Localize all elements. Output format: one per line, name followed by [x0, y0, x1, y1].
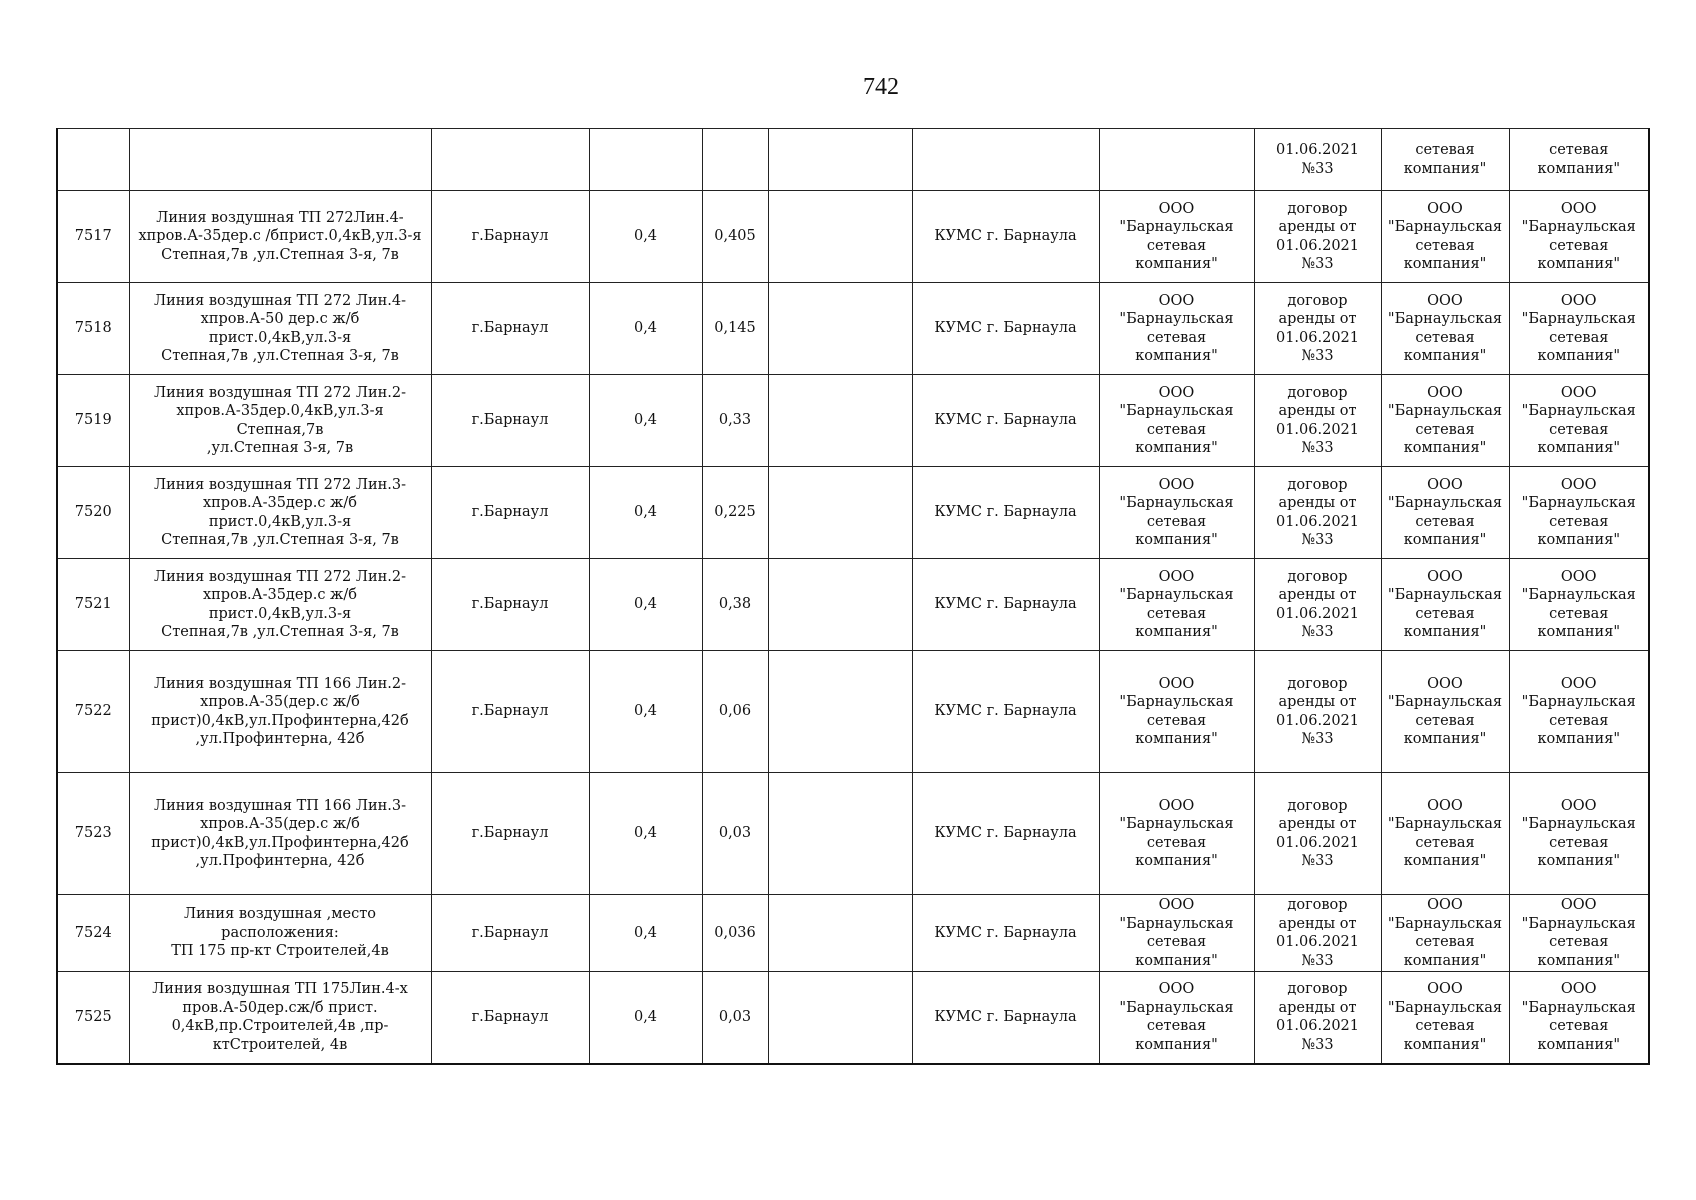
cell-owner: КУМС г. Барнаула	[912, 972, 1099, 1064]
user1-line: "Барнаульская	[1387, 816, 1503, 832]
user2-line: компания"	[1537, 348, 1621, 364]
name-line: Линия воздушная ТП 272 Лин.3-	[153, 476, 407, 493]
table-row	[57, 559, 1649, 651]
cell-id: 7518	[57, 283, 129, 375]
name-line: хпров.А-50 дер.с ж/б прист.0,4кВ,ул.3-я	[200, 311, 360, 346]
user1-line: сетевая	[1415, 1018, 1475, 1035]
name-line: ,ул.Профинтерна, 42б	[195, 731, 365, 747]
property-registry-table	[56, 128, 1650, 1065]
user1-line: компания"	[1403, 532, 1487, 548]
basis-line: №33	[1301, 348, 1334, 364]
cell-length: 0,03	[702, 972, 768, 1064]
cell-name	[129, 129, 431, 191]
basis-line: аренды от	[1278, 587, 1357, 603]
cell-length: 0,38	[702, 559, 768, 651]
cell-user1	[1381, 895, 1509, 972]
basis-line: 01.06.2021	[1275, 237, 1360, 254]
user2-line: "Барнаульская	[1521, 915, 1636, 932]
basis-line: аренды от	[1278, 999, 1357, 1016]
user2-line: компания"	[1537, 160, 1621, 177]
cell-length: 0,03	[702, 773, 768, 895]
cell-extra	[768, 773, 912, 895]
user1-line: ООО	[1427, 200, 1463, 217]
holder-line: ООО	[1158, 568, 1195, 585]
cell-user2	[1509, 129, 1649, 191]
cell-basis	[1254, 559, 1381, 651]
basis-line: договор	[1287, 981, 1348, 998]
cell-id: 7523	[57, 773, 129, 895]
cell-user1	[1381, 283, 1509, 375]
user1-line: сетевая	[1415, 513, 1475, 530]
user1-line: ООО	[1427, 384, 1463, 401]
holder-line: "Барнаульская	[1119, 311, 1234, 327]
cell-extra	[768, 467, 912, 559]
cell-holder	[1099, 191, 1254, 283]
user1-line: ООО	[1427, 981, 1463, 998]
user2-line: ООО	[1560, 981, 1597, 998]
holder-line: сетевая компания"	[1135, 513, 1218, 548]
cell-id: 7525	[57, 972, 129, 1064]
basis-line: аренды от	[1278, 403, 1357, 419]
cell-length: 0,405	[702, 191, 768, 283]
user1-line: компания"	[1403, 853, 1487, 869]
user1-line: компания"	[1403, 1036, 1487, 1053]
cell-user2	[1509, 191, 1649, 283]
user1-line: сетевая	[1415, 142, 1475, 158]
basis-line: аренды от	[1278, 311, 1357, 327]
basis-line: аренды от	[1278, 495, 1357, 511]
cell-length: 0,145	[702, 283, 768, 375]
holder-line: ООО	[1158, 476, 1195, 493]
user2-line: компания"	[1537, 256, 1621, 272]
cell-voltage: 0,4	[589, 191, 702, 283]
basis-line: 01.06.2021	[1275, 513, 1360, 530]
cell-length: 0,33	[702, 375, 768, 467]
basis-line: №33	[1301, 952, 1334, 969]
user2-line: сетевая	[1549, 142, 1609, 158]
holder-line: сетевая компания"	[1135, 1018, 1218, 1053]
cell-name	[129, 895, 431, 972]
user1-line: "Барнаульская	[1387, 403, 1503, 419]
cell-voltage	[589, 129, 702, 191]
basis-line: договор	[1287, 675, 1348, 692]
user2-line: ООО	[1560, 200, 1597, 217]
holder-line: сетевая компания"	[1135, 329, 1218, 364]
cell-user2	[1509, 467, 1649, 559]
basis-line: №33	[1301, 1036, 1334, 1053]
cell-user2	[1509, 895, 1649, 972]
user2-line: компания"	[1537, 731, 1621, 747]
user1-line: ООО	[1427, 675, 1463, 692]
basis-line: №33	[1301, 256, 1334, 272]
name-line: ,ул.Степная 3-я, 7в	[206, 440, 354, 456]
name-line: хпров.А-35(дер.с ж/б	[200, 816, 360, 832]
cell-extra	[768, 972, 912, 1064]
user1-line: сетевая	[1415, 329, 1475, 346]
user1-line: ООО	[1427, 568, 1463, 585]
holder-line: сетевая компания"	[1135, 605, 1218, 640]
user1-line: сетевая	[1415, 834, 1475, 851]
cell-city	[431, 129, 589, 191]
name-line: Линия воздушная ТП 272Лин.4-	[156, 209, 404, 226]
user1-line: "Барнаульская	[1387, 915, 1503, 932]
basis-line: договор	[1287, 292, 1348, 309]
user1-line: сетевая	[1415, 421, 1475, 438]
basis-line: аренды от	[1278, 816, 1357, 832]
name-line: ,ул.Профинтерна, 42б	[195, 853, 365, 869]
cell-user1	[1381, 559, 1509, 651]
cell-name	[129, 559, 431, 651]
user2-line: ООО	[1560, 476, 1597, 493]
user2-line: компания"	[1537, 624, 1621, 640]
basis-line: договор	[1287, 797, 1348, 814]
user1-line: сетевая	[1415, 237, 1475, 254]
cell-holder	[1099, 651, 1254, 773]
user2-line: сетевая	[1549, 934, 1609, 950]
cell-id: 7517	[57, 191, 129, 283]
user2-line: "Барнаульская	[1521, 587, 1636, 603]
holder-line: ООО	[1158, 675, 1195, 692]
user1-line: сетевая	[1415, 605, 1475, 622]
name-line: хпров.А-35дер.с ж/б прист.0,4кВ,ул.3-я	[202, 587, 358, 622]
cell-voltage: 0,4	[589, 895, 702, 972]
cell-city: г.Барнаул	[431, 773, 589, 895]
table-row	[57, 375, 1649, 467]
cell-name	[129, 191, 431, 283]
user1-line: ООО	[1427, 797, 1463, 814]
cell-user1	[1381, 972, 1509, 1064]
cell-basis	[1254, 283, 1381, 375]
user2-line: "Барнаульская	[1521, 816, 1636, 832]
cell-user2	[1509, 559, 1649, 651]
holder-line: "Барнаульская	[1119, 219, 1234, 235]
cell-length: 0,06	[702, 651, 768, 773]
basis-line: договор	[1287, 568, 1348, 585]
user1-line: "Барнаульская	[1387, 694, 1503, 710]
cell-owner: КУМС г. Барнаула	[912, 467, 1099, 559]
basis-line: 01.06.2021	[1275, 142, 1360, 158]
name-line: Линия воздушная ТП 175Лин.4-х	[152, 981, 408, 998]
user1-line: компания"	[1403, 160, 1487, 177]
cell-city: г.Барнаул	[431, 191, 589, 283]
cell-basis	[1254, 972, 1381, 1064]
cell-extra	[768, 283, 912, 375]
basis-line: аренды от	[1278, 219, 1357, 235]
table-row	[57, 651, 1649, 773]
cell-user1	[1381, 651, 1509, 773]
cell-city: г.Барнаул	[431, 895, 589, 972]
basis-line: 01.06.2021	[1275, 1018, 1360, 1035]
cell-owner: КУМС г. Барнаула	[912, 895, 1099, 972]
cell-voltage: 0,4	[589, 651, 702, 773]
basis-line: договор	[1287, 384, 1348, 401]
cell-city: г.Барнаул	[431, 467, 589, 559]
cell-holder	[1099, 467, 1254, 559]
cell-user1	[1381, 773, 1509, 895]
table-row-continuation	[57, 129, 1649, 191]
basis-line: договор	[1287, 200, 1348, 217]
basis-line: №33	[1301, 731, 1334, 747]
cell-voltage: 0,4	[589, 972, 702, 1064]
user2-line: "Барнаульская	[1521, 999, 1636, 1016]
user2-line: ООО	[1560, 797, 1597, 814]
holder-line: "Барнаульская	[1119, 915, 1234, 932]
basis-line: договор	[1287, 897, 1348, 913]
user1-line: компания"	[1403, 440, 1487, 456]
user1-line: компания"	[1403, 256, 1487, 272]
cell-voltage: 0,4	[589, 773, 702, 895]
basis-line: №33	[1301, 440, 1334, 456]
cell-owner	[912, 129, 1099, 191]
cell-extra	[768, 559, 912, 651]
user1-line: "Барнаульская	[1387, 999, 1503, 1016]
user2-line: "Барнаульская	[1521, 219, 1636, 235]
cell-user2	[1509, 651, 1649, 773]
cell-user2	[1509, 773, 1649, 895]
cell-extra	[768, 895, 912, 972]
cell-user1	[1381, 191, 1509, 283]
holder-line: сетевая компания"	[1135, 834, 1218, 869]
cell-basis	[1254, 773, 1381, 895]
cell-holder	[1099, 773, 1254, 895]
cell-user1	[1381, 467, 1509, 559]
name-line: Линия воздушная ТП 272 Лин.4-	[153, 292, 407, 309]
user1-line: компания"	[1403, 731, 1487, 747]
user2-line: "Барнаульская	[1521, 403, 1636, 419]
name-line: хпров.А-35(дер.с ж/б	[200, 694, 360, 710]
name-line: ктСтроителей, 4в	[212, 1036, 348, 1053]
holder-line: сетевая компания"	[1135, 421, 1218, 456]
cell-name	[129, 467, 431, 559]
cell-owner: КУМС г. Барнаула	[912, 191, 1099, 283]
user2-line: "Барнаульская	[1521, 694, 1636, 710]
cell-city: г.Барнаул	[431, 375, 589, 467]
table-row	[57, 283, 1649, 375]
cell-name	[129, 651, 431, 773]
cell-length: 0,225	[702, 467, 768, 559]
cell-name	[129, 773, 431, 895]
cell-city: г.Барнаул	[431, 283, 589, 375]
basis-line: №33	[1301, 853, 1334, 869]
cell-owner: КУМС г. Барнаула	[912, 773, 1099, 895]
user2-line: ООО	[1560, 384, 1597, 401]
cell-basis	[1254, 191, 1381, 283]
cell-owner: КУМС г. Барнаула	[912, 375, 1099, 467]
name-line: хпров.А-35дер.0,4кВ,ул.3-я Степная,7в	[176, 403, 384, 438]
user2-line: ООО	[1560, 897, 1597, 913]
cell-extra	[768, 191, 912, 283]
cell-length: 0,036	[702, 895, 768, 972]
user2-line: ООО	[1560, 568, 1597, 585]
holder-line: "Барнаульская	[1119, 495, 1234, 511]
user2-line: сетевая	[1549, 712, 1609, 729]
cell-holder	[1099, 972, 1254, 1064]
user2-line: ООО	[1560, 675, 1597, 692]
name-line: Степная,7в ,ул.Степная 3-я, 7в	[161, 246, 399, 263]
cell-extra	[768, 129, 912, 191]
name-line: Линия воздушная ,место расположения:	[184, 906, 376, 941]
cell-basis	[1254, 467, 1381, 559]
cell-length	[702, 129, 768, 191]
basis-line: 01.06.2021	[1275, 421, 1360, 438]
name-line: Линия воздушная ТП 166 Лин.2-	[153, 675, 407, 692]
user2-line: сетевая	[1549, 329, 1609, 346]
cell-basis	[1254, 375, 1381, 467]
user2-line: сетевая	[1549, 605, 1609, 622]
holder-line: сетевая компания"	[1135, 712, 1218, 747]
basis-line: 01.06.2021	[1275, 605, 1360, 622]
cell-basis	[1254, 895, 1381, 972]
user2-line: ООО	[1560, 292, 1597, 309]
cell-user2	[1509, 375, 1649, 467]
holder-line: сетевая компания"	[1135, 237, 1218, 272]
holder-line: ООО	[1158, 384, 1195, 401]
user1-line: сетевая	[1415, 934, 1475, 950]
user1-line: "Барнаульская	[1387, 495, 1503, 511]
cell-holder	[1099, 895, 1254, 972]
table-row	[57, 191, 1649, 283]
cell-id: 7521	[57, 559, 129, 651]
basis-line: 01.06.2021	[1275, 329, 1360, 346]
name-line: ТП 175 пр-кт Строителей,4в	[171, 943, 389, 960]
name-line: хпров.А-35дер.с /бприст.0,4кВ,ул.3-я	[138, 228, 422, 245]
cell-city: г.Барнаул	[431, 559, 589, 651]
holder-line: "Барнаульская	[1119, 587, 1234, 603]
cell-user2	[1509, 972, 1649, 1064]
basis-line: 01.06.2021	[1275, 834, 1360, 851]
user2-line: сетевая	[1549, 834, 1609, 851]
cell-user2	[1509, 283, 1649, 375]
page-number: 742	[863, 74, 899, 100]
basis-line: 01.06.2021	[1275, 712, 1360, 729]
holder-line: сетевая компания"	[1135, 934, 1218, 969]
name-line: Степная,7в ,ул.Степная 3-я, 7в	[161, 624, 399, 640]
user1-line: "Барнаульская	[1387, 219, 1503, 235]
cell-holder	[1099, 559, 1254, 651]
name-line: Степная,7в ,ул.Степная 3-я, 7в	[161, 348, 399, 364]
user1-line: компания"	[1403, 348, 1487, 364]
cell-id: 7522	[57, 651, 129, 773]
name-line: прист)0,4кВ,ул.Профинтерна,42б	[151, 834, 409, 851]
holder-line: "Барнаульская	[1119, 694, 1234, 710]
holder-line: ООО	[1158, 897, 1195, 913]
user2-line: компания"	[1537, 1036, 1621, 1053]
user2-line: "Барнаульская	[1521, 495, 1636, 511]
cell-voltage: 0,4	[589, 559, 702, 651]
cell-id: 7519	[57, 375, 129, 467]
user1-line: ООО	[1427, 897, 1463, 913]
cell-holder	[1099, 283, 1254, 375]
user1-line: ООО	[1427, 292, 1463, 309]
table-row	[57, 773, 1649, 895]
user2-line: сетевая	[1549, 237, 1609, 254]
cell-owner: КУМС г. Барнаула	[912, 283, 1099, 375]
cell-city: г.Барнаул	[431, 972, 589, 1064]
cell-user1	[1381, 375, 1509, 467]
basis-line: договор	[1287, 476, 1348, 493]
holder-line: "Барнаульская	[1119, 816, 1234, 832]
holder-line: "Барнаульская	[1119, 999, 1234, 1016]
cell-id: 7520	[57, 467, 129, 559]
cell-extra	[768, 375, 912, 467]
cell-basis	[1254, 129, 1381, 191]
cell-owner: КУМС г. Барнаула	[912, 559, 1099, 651]
cell-owner: КУМС г. Барнаула	[912, 651, 1099, 773]
table-row	[57, 972, 1649, 1064]
cell-voltage: 0,4	[589, 375, 702, 467]
cell-name	[129, 283, 431, 375]
basis-line: 01.06.2021	[1275, 934, 1360, 950]
basis-line: №33	[1301, 532, 1334, 548]
user2-line: "Барнаульская	[1521, 311, 1636, 327]
cell-name	[129, 375, 431, 467]
user1-line: "Барнаульская	[1387, 587, 1503, 603]
name-line: Линия воздушная ТП 166 Лин.3-	[153, 797, 407, 814]
name-line: пров.А-50дер.сж/б прист.	[182, 999, 378, 1016]
user2-line: компания"	[1537, 440, 1621, 456]
holder-line: "Барнаульская	[1119, 403, 1234, 419]
name-line: Линия воздушная ТП 272 Лин.2-	[153, 568, 407, 585]
holder-line: ООО	[1158, 981, 1195, 998]
cell-holder	[1099, 375, 1254, 467]
cell-holder	[1099, 129, 1254, 191]
user1-line: компания"	[1403, 952, 1487, 969]
cell-city: г.Барнаул	[431, 651, 589, 773]
name-line: Линия воздушная ТП 272 Лин.2-	[153, 384, 407, 401]
user2-line: компания"	[1537, 532, 1621, 548]
user1-line: "Барнаульская	[1387, 311, 1503, 327]
user2-line: компания"	[1537, 853, 1621, 869]
basis-line: №33	[1301, 624, 1334, 640]
table-row	[57, 467, 1649, 559]
table-body	[57, 129, 1649, 1064]
user2-line: компания"	[1537, 952, 1621, 969]
cell-voltage: 0,4	[589, 467, 702, 559]
user2-line: сетевая	[1549, 1018, 1609, 1035]
name-line: хпров.А-35дер.с ж/б прист.0,4кВ,ул.3-я	[202, 495, 358, 530]
cell-id: 7524	[57, 895, 129, 972]
holder-line: ООО	[1158, 797, 1195, 814]
name-line: прист)0,4кВ,ул.Профинтерна,42б	[151, 712, 409, 729]
cell-user1	[1381, 129, 1509, 191]
user1-line: ООО	[1427, 476, 1463, 493]
user1-line: сетевая	[1415, 712, 1475, 729]
basis-line: аренды от	[1278, 694, 1357, 710]
name-line: 0,4кВ,пр.Строителей,4в ,пр-	[171, 1018, 389, 1035]
user2-line: сетевая	[1549, 421, 1609, 438]
user1-line: компания"	[1403, 624, 1487, 640]
cell-id	[57, 129, 129, 191]
basis-line: №33	[1301, 160, 1334, 177]
table-row	[57, 895, 1649, 972]
basis-line: аренды от	[1278, 915, 1357, 932]
cell-voltage: 0,4	[589, 283, 702, 375]
holder-line: ООО	[1158, 200, 1195, 217]
holder-line: ООО	[1158, 292, 1195, 309]
cell-name	[129, 972, 431, 1064]
cell-extra	[768, 651, 912, 773]
cell-basis	[1254, 651, 1381, 773]
name-line: Степная,7в ,ул.Степная 3-я, 7в	[161, 532, 399, 548]
user2-line: сетевая	[1549, 513, 1609, 530]
